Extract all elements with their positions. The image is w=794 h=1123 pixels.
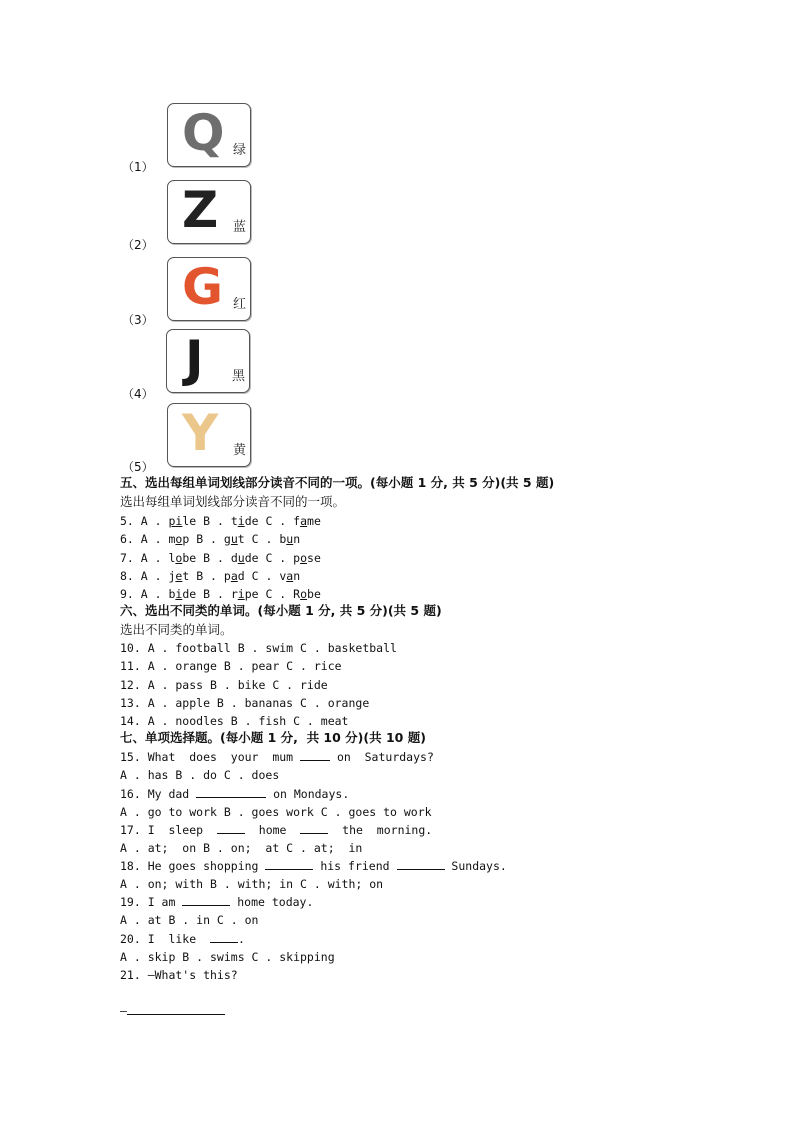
card-color-word: 黑 [231, 369, 245, 384]
question-16-options: A . go to work B . goes work C . goes to work [120, 805, 432, 819]
section-5-title: 五、选出每组单词划线部分读音不同的一项。(每小题 1 分, 共 5 分)(共 5 题) [120, 475, 555, 490]
card-color-word: 绿 [232, 143, 246, 158]
answer-blank[interactable] [300, 749, 330, 761]
section-6-title: 六、选出不同类的单词。(每小题 1 分, 共 5 分)(共 5 题) [120, 603, 442, 618]
question-7: 7. A . lobe B . dude C . pose [120, 551, 321, 565]
section-6-instruction: 选出不同类的单词。 [120, 622, 233, 637]
section-7-title: 七、单项选择题。(每小题 1 分, 共 10 分)(共 10 题) [120, 730, 426, 745]
answer-blank[interactable] [196, 786, 266, 798]
question-13: 13. A . apple B . bananas C . orange [120, 696, 370, 710]
question-15-options: A . has B . do C . does [120, 768, 280, 782]
answer-blank[interactable] [217, 822, 245, 834]
answer-blank[interactable] [182, 894, 230, 906]
card-number: （5） [122, 460, 154, 474]
card-number: （3） [122, 313, 154, 327]
answer-blank[interactable] [300, 822, 328, 834]
question-15: 15. What does your mum on Saturdays? [120, 750, 434, 764]
question-8: 8. A . jet B . pad C . van [120, 569, 301, 583]
card-letter: J [185, 330, 204, 388]
card-number: （1） [122, 160, 154, 174]
question-12: 12. A . pass B . bike C . ride [120, 678, 328, 692]
letter-card [166, 329, 250, 393]
question-21: 21. —What's this? [120, 968, 238, 982]
card-letter: Q [182, 104, 225, 162]
card-color-word: 蓝 [232, 220, 246, 235]
card-letter: G [182, 258, 224, 316]
answer-blank[interactable] [265, 858, 313, 870]
question-21-answer-line: — [120, 1003, 225, 1019]
question-14: 14. A . noodles B . fish C . meat [120, 714, 349, 728]
question-20-options: A . skip B . swims C . skipping [120, 950, 335, 964]
card-color-word: 红 [232, 297, 246, 312]
answer-blank[interactable] [210, 931, 238, 943]
card-color-word: 黄 [232, 443, 246, 458]
question-9: 9. A . bide B . ripe C . Robe [120, 587, 321, 601]
card-number: （2） [122, 238, 154, 252]
question-20: 20. I like . [120, 932, 245, 946]
question-19-options: A . at B . in C . on [120, 913, 259, 927]
section-5-instruction: 选出每组单词划线部分读音不同的一项。 [120, 494, 346, 509]
question-18: 18. He goes shopping his friend Sundays. [120, 859, 507, 873]
letter-card [167, 103, 251, 167]
question-16: 16. My dad on Mondays. [120, 787, 350, 801]
question-19: 19. I am home today. [120, 895, 314, 909]
answer-blank[interactable] [127, 1003, 225, 1015]
question-5: 5. A . pile B . tide C . fame [120, 514, 321, 528]
question-11: 11. A . orange B . pear C . rice [120, 659, 342, 673]
question-18-options: A . on; with B . with; in C . with; on [120, 877, 384, 891]
question-17-options: A . at; on B . on; at C . at; in [120, 841, 363, 855]
question-6: 6. A . mop B . gut C . bun [120, 532, 301, 546]
letter-card [167, 180, 251, 244]
answer-blank[interactable] [397, 858, 445, 870]
letter-card [167, 403, 251, 467]
letter-card [167, 257, 251, 321]
card-letter: Y [182, 404, 219, 462]
card-letter: Z [182, 181, 219, 239]
card-number: （4） [122, 387, 154, 401]
question-17: 17. I sleep home the morning. [120, 823, 433, 837]
question-10: 10. A . football B . swim C . basketball [120, 641, 397, 655]
